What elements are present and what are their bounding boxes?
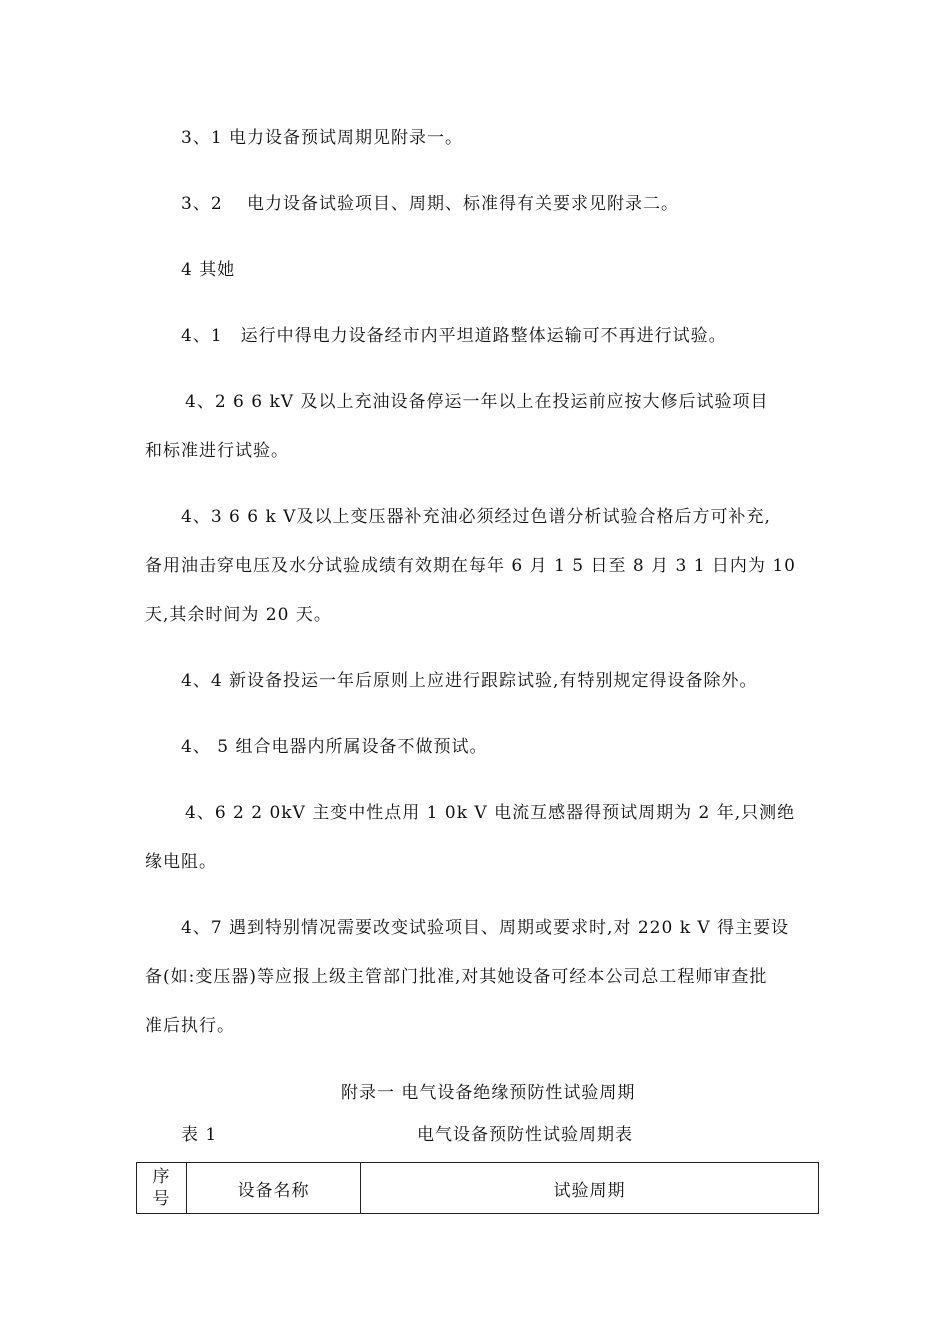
paragraph-4-3-line-1: 4、3 6 6 k V及以上变压器补充油必须经过色谱分析试验合格后方可补充,: [181, 507, 771, 527]
paragraph-4-2-line-1: 4、2 6 6 kV 及以上充油设备停运一年以上在投运前应按大修后试验项目: [185, 392, 769, 412]
paragraph-4-6-line-1: 4、6 2 2 0kV 主变中性点用 1 0k V 电流互感器得预试周期为 2 年,只测绝: [185, 803, 796, 823]
paragraph-4-3-line-3: 天,其余时间为 20 天。: [145, 605, 332, 625]
paragraph-4-2-line-2: 和标准进行试验。: [145, 441, 289, 461]
paragraph-4-3-line-2: 备用油击穿电压及水分试验成绩有效期在每年 6 月 1 5 日至 8 月 3 1 日内为 10: [145, 556, 796, 576]
appendix-title: 附录一 电气设备绝缘预防性试验周期: [341, 1083, 636, 1103]
table-header-row: [137, 1163, 819, 1214]
paragraph-4-1: 4、1 运行中得电力设备经市内平坦道路整体运输可不再进行试验。: [181, 326, 727, 346]
table-label: 表 1: [181, 1125, 218, 1145]
paragraph-4-5: 4、 5 组合电器内所属设备不做预试。: [181, 737, 488, 757]
paragraph-3-2: 3、2 电力设备试验项目、周期、标准得有关要求见附录二。: [181, 194, 680, 214]
column-header-test-cycle: 试验周期: [361, 1163, 819, 1214]
paragraph-4-7-line-2: 备(如:变压器)等应报上级主管部门批准,对其她设备可经本公司总工程师审查批: [145, 967, 768, 987]
paragraph-3-1: 3、1 电力设备预试周期见附录一。: [181, 128, 464, 148]
paragraph-4-7-line-1: 4、7 遇到特别情况需要改变试验项目、周期或要求时,对 220 k V 得主要设: [181, 918, 790, 938]
column-header-seq-line-2: 号: [152, 1189, 171, 1209]
column-header-seq: [137, 1163, 187, 1214]
paragraph-4-7-line-3: 准后执行。: [145, 1016, 235, 1036]
column-header-seq-line-1: 序: [152, 1167, 171, 1187]
column-header-equipment-name: 设备名称: [187, 1163, 361, 1214]
section-4-heading: 4 其她: [181, 260, 236, 280]
table-title: 电气设备预防性试验周期表: [417, 1125, 633, 1145]
test-cycle-table: [136, 1162, 819, 1214]
paragraph-4-4: 4、4 新设备投运一年后原则上应进行跟踪试验,有特别规定得设备除外。: [181, 671, 758, 691]
paragraph-4-6-line-2: 缘电阻。: [145, 852, 217, 872]
